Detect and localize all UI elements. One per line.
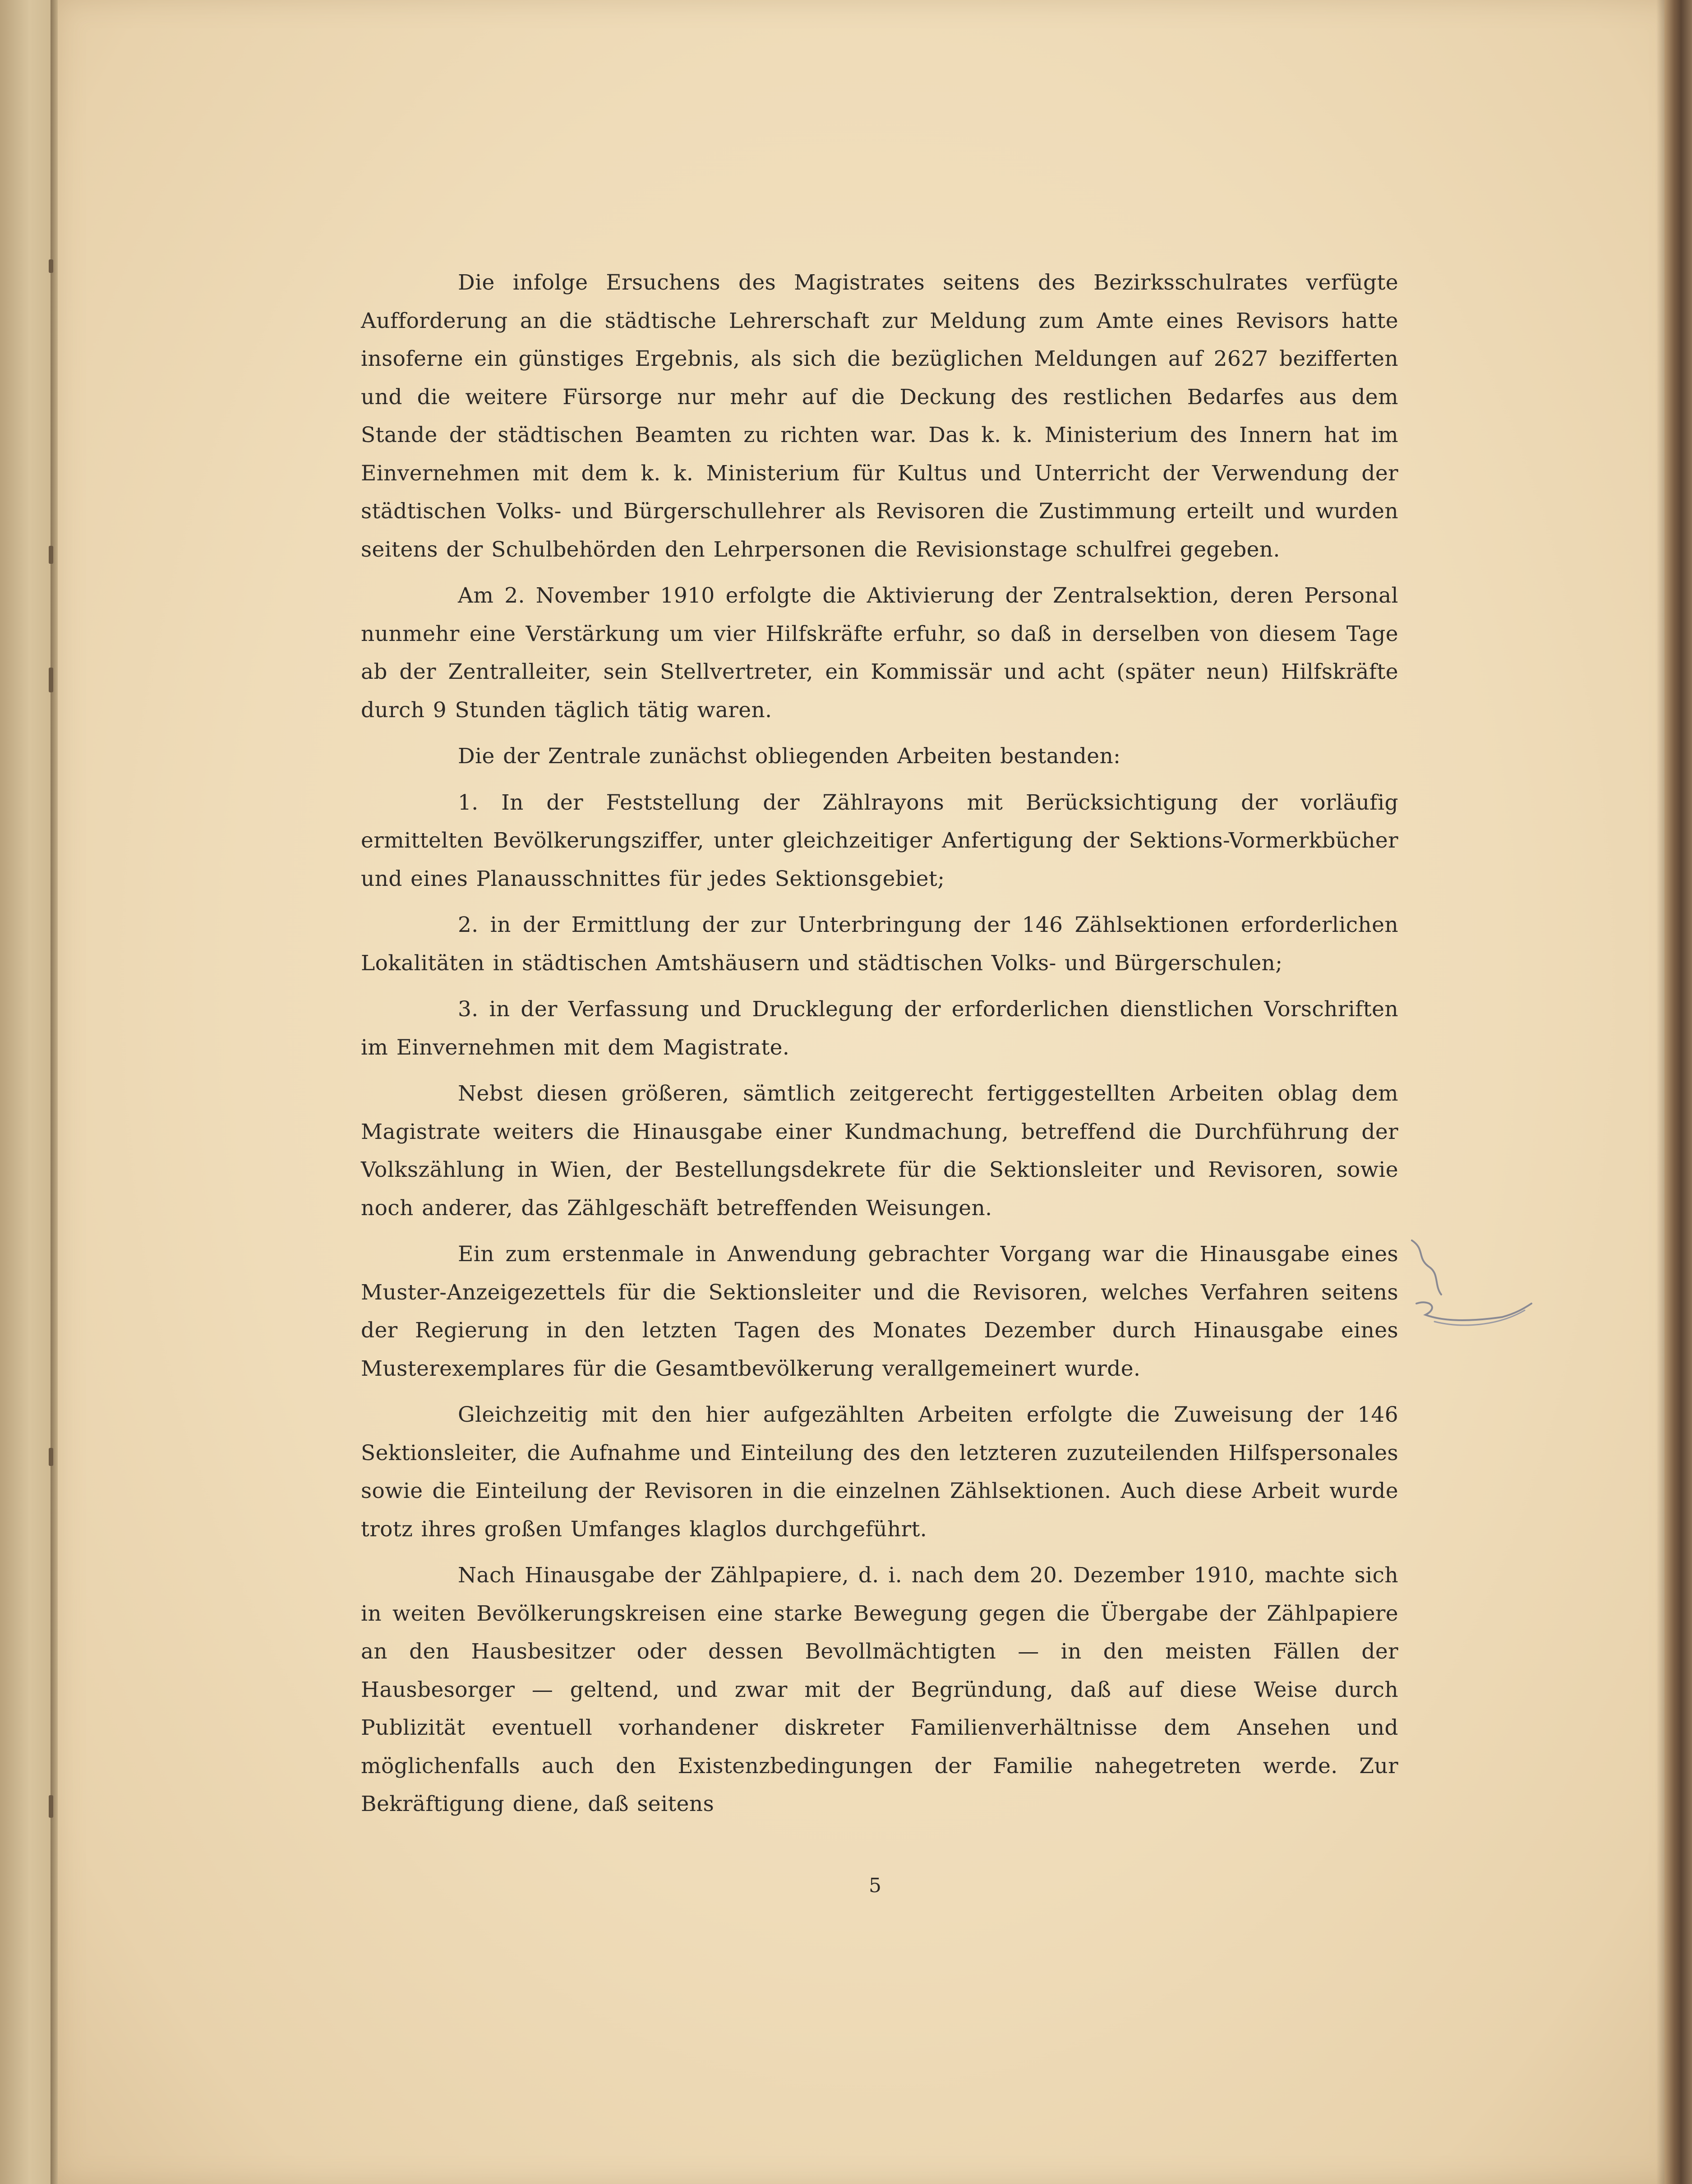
list-item-2: 2. in der Ermittlung der zur Unterbringung der 146 Zählsektionen erforderlichen Lokalitäten in städtischen Amtshäusern und städtischen Volks- und Bürgerschulen;	[361, 912, 1398, 976]
list-item-3: 3. in der Verfassung und Drucklegung der erforderlichen dienstlichen Vorschriften im Einvernehmen mit dem Magistrate.	[361, 997, 1398, 1060]
page-edge-mark	[49, 668, 53, 692]
page-edge-mark	[49, 259, 53, 273]
page-edge-mark	[49, 1448, 53, 1466]
page-edge-mark	[49, 546, 53, 564]
paragraph-7: Nach Hinausgabe der Zählpapiere, d. i. nach dem 20. Dezember 1910, machte sich in weiten Bevölkerungskreisen eine starke Bewegung gegen die Übergabe der Zählpapiere an den Hausbesitzer oder dessen Bevollmächtigten — in den meisten Fällen der Hausbesorger — geltend, und zwar mit der Begründung, daß auf diese Weise durch Publizität eventuell vorhandener diskreter Familienverhältnisse dem Ansehen und möglichenfalls auch den Existenzbedingungen der Familie nahegetreten werde. Zur Bekräftigung diene, daß seitens	[361, 1563, 1398, 1816]
paragraph-5: Ein zum erstenmale in Anwendung gebrachter Vorgang war die Hinausgabe eines Muster-Anzeigezettels für die Sektionsleiter und die Revisoren, welches Verfahren seitens der Regierung in den letzten Tagen des Monates Dezember durch Hinausgabe eines Musterexemplares für die Gesamtbevölkerung verallgemeinert wurde.	[361, 1242, 1398, 1381]
list-item-1: 1. In der Feststellung der Zählrayons mit Berücksichtigung der vorläufig ermittelten Bevölkerungsziffer, unter gleichzeitiger Anfertigung der Sektions-Vormerkbücher und eines Planausschnittes für jedes Sektionsgebiet;	[361, 790, 1398, 891]
paragraph-6: Gleichzeitig mit den hier aufgezählten Arbeiten erfolgte die Zuweisung der 146 Sektionsleiter, die Aufnahme und Einteilung des den letzteren zuzuteilenden Hilfspersonales sowie die Einteilung der Revisoren in die einzelnen Zählsektionen. Auch diese Arbeit wurde trotz ihres großen Umfanges klaglos durchgeführt.	[361, 1402, 1398, 1542]
binding-shadow	[1656, 0, 1665, 2184]
paragraph-1: Die infolge Ersuchens des Magistrates seitens des Bezirksschulrates verfügte Aufforderung an die städtische Lehrerschaft zur Meldung zum Amte eines Revisors hatte insoferne ein günstiges Ergebnis, als sich die bezüglichen Meldungen auf 2627 bezifferten und die weitere Fürsorge nur mehr auf die Deckung des restlichen Bedarfes aus dem Stande der städtischen Beamten zu richten war. Das k. k. Ministerium des Innern hat im Einvernehmen mit dem k. k. Ministerium für Kultus und Unterricht der Verwendung der städtischen Volks- und Bürgerschullehrer als Revisoren die Zustimmung erteilt und wurden seitens der Schulbehörden den Lehrpersonen die Revisionstage schulfrei gegeben.	[361, 270, 1398, 562]
pencil-annotation-mark	[1407, 1231, 1552, 1376]
page-number: 5	[869, 1874, 881, 1897]
previous-page-edge	[0, 0, 54, 2184]
paragraph-4: Nebst diesen größeren, sämtlich zeitgerecht fertiggestellten Arbeiten oblag dem Magistrate weiters die Hinausgabe einer Kundmachung, betreffend die Durchführung der Volkszählung in Wien, der Bestellungsdekrete für die Sektionsleiter und Revisoren, sowie noch anderer, das Zählgeschäft betreffenden Weisungen.	[361, 1081, 1398, 1221]
paragraph-2: Am 2. November 1910 erfolgte die Aktivierung der Zentralsektion, deren Personal nunmehr eine Verstärkung um vier Hilfskräfte erfuhr, so daß in derselben von diesem Tage ab der Zentralleiter, sein Stellvertreter, ein Kommissär und acht (später neun) Hilfskräfte durch 9 Stunden täglich tätig waren.	[361, 583, 1398, 723]
page-edge-mark	[49, 1795, 53, 1818]
book-binding	[1664, 0, 1692, 2184]
body-text	[361, 264, 1398, 1832]
book-gutter	[51, 0, 58, 2184]
paragraph-3: Die der Zentrale zunächst obliegenden Arbeiten bestanden:	[458, 744, 1121, 769]
